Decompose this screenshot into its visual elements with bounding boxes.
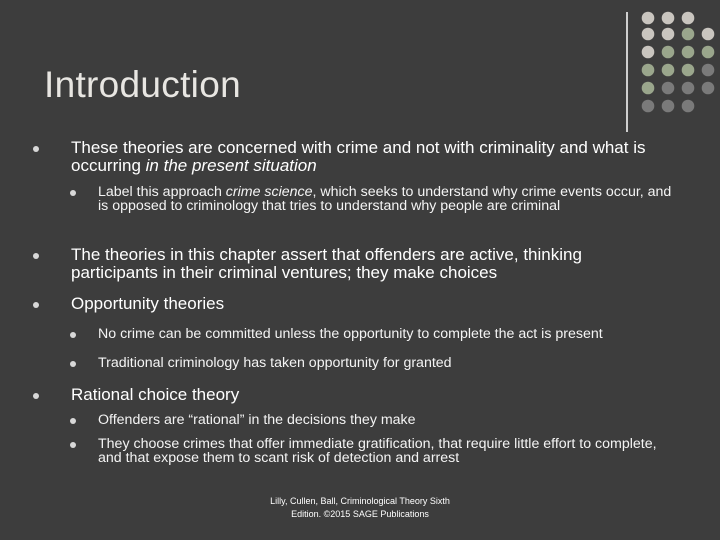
- decorative-dot: [682, 28, 695, 41]
- decorative-dot: [662, 64, 675, 77]
- decorative-vertical-line: [626, 12, 628, 132]
- decorative-dot: [662, 100, 675, 113]
- sub-bullet-dot: [70, 332, 76, 338]
- sub-bullet-1-emphasis: crime science: [225, 184, 313, 200]
- decorative-dot: [682, 64, 695, 77]
- footer-line-2: Edition. ©2015 SAGE Publications: [291, 509, 429, 519]
- decorative-dot: [702, 46, 715, 59]
- sub-bullet-2: [98, 327, 698, 341]
- bullet-1-emphasis: in the present situation: [145, 156, 317, 175]
- sub-bullet-dot: [70, 190, 76, 196]
- bullet-1: [71, 139, 671, 175]
- bullet-dot: [33, 253, 39, 259]
- decorative-dot: [642, 12, 655, 25]
- sub-bullet-1-pre: Label this approach: [98, 184, 226, 200]
- sub-bullet-3: [98, 356, 698, 370]
- bullet-4-text: Rational choice theory: [71, 385, 240, 404]
- decorative-dot: [642, 100, 655, 113]
- decorative-dot: [702, 64, 715, 77]
- sub-bullet-dot: [70, 361, 76, 367]
- decorative-dot: [662, 12, 675, 25]
- sub-bullet-3-text: Traditional criminology has taken opportunity for granted: [98, 355, 452, 371]
- decorative-dot: [662, 82, 675, 95]
- decorative-dot: [662, 46, 675, 59]
- decorative-dot: [682, 12, 695, 25]
- sub-bullet-5-text: They choose crimes that offer immediate gratification, that require little effort to complete, and that expose them to scant risk of detection and arrest: [98, 436, 657, 466]
- bullet-4: [71, 386, 671, 404]
- bullet-1-text: These theories are concerned with crime and not with criminality and what is occurring: [71, 138, 646, 175]
- dot-grid-graphic: [0, 0, 720, 140]
- sub-bullet-4-text: Offenders are “rational” in the decisions they make: [98, 412, 416, 428]
- decorative-dot: [702, 28, 715, 41]
- decorative-dot: [642, 64, 655, 77]
- decorative-dot: [702, 82, 715, 95]
- bullet-2-text: The theories in this chapter assert that offenders are active, thinking participants in their criminal ventures; they make choices: [71, 245, 582, 282]
- sub-bullet-1: [98, 185, 678, 213]
- bullet-3-text: Opportunity theories: [71, 294, 225, 313]
- bullet-2: [71, 246, 671, 282]
- sub-bullet-2-text: No crime can be committed unless the opportunity to complete the act is present: [98, 326, 603, 342]
- bullet-3: [71, 295, 671, 313]
- decorative-dot: [662, 28, 675, 41]
- decorative-dot: [642, 46, 655, 59]
- bullet-dot: [33, 393, 39, 399]
- decorative-dot: [642, 82, 655, 95]
- bullet-dot: [33, 302, 39, 308]
- slide-title: Introduction: [44, 64, 241, 105]
- sub-bullet-4: [98, 413, 698, 427]
- sub-bullet-dot: [70, 418, 76, 424]
- decorative-dot: [682, 46, 695, 59]
- decorative-dot: [682, 82, 695, 95]
- sub-bullet-5: [98, 437, 678, 465]
- decorative-dot: [642, 28, 655, 41]
- bullet-dot: [33, 146, 39, 152]
- decorative-dot: [682, 100, 695, 113]
- slide-footer: [250, 495, 470, 521]
- sub-bullet-1-post: , which seeks to understand why crime events occur, and is opposed to criminology that tries to understand why people are criminal: [98, 184, 672, 214]
- footer-line-1: Lilly, Cullen, Ball, Criminological Theory Sixth: [270, 496, 450, 506]
- sub-bullet-dot: [70, 442, 76, 448]
